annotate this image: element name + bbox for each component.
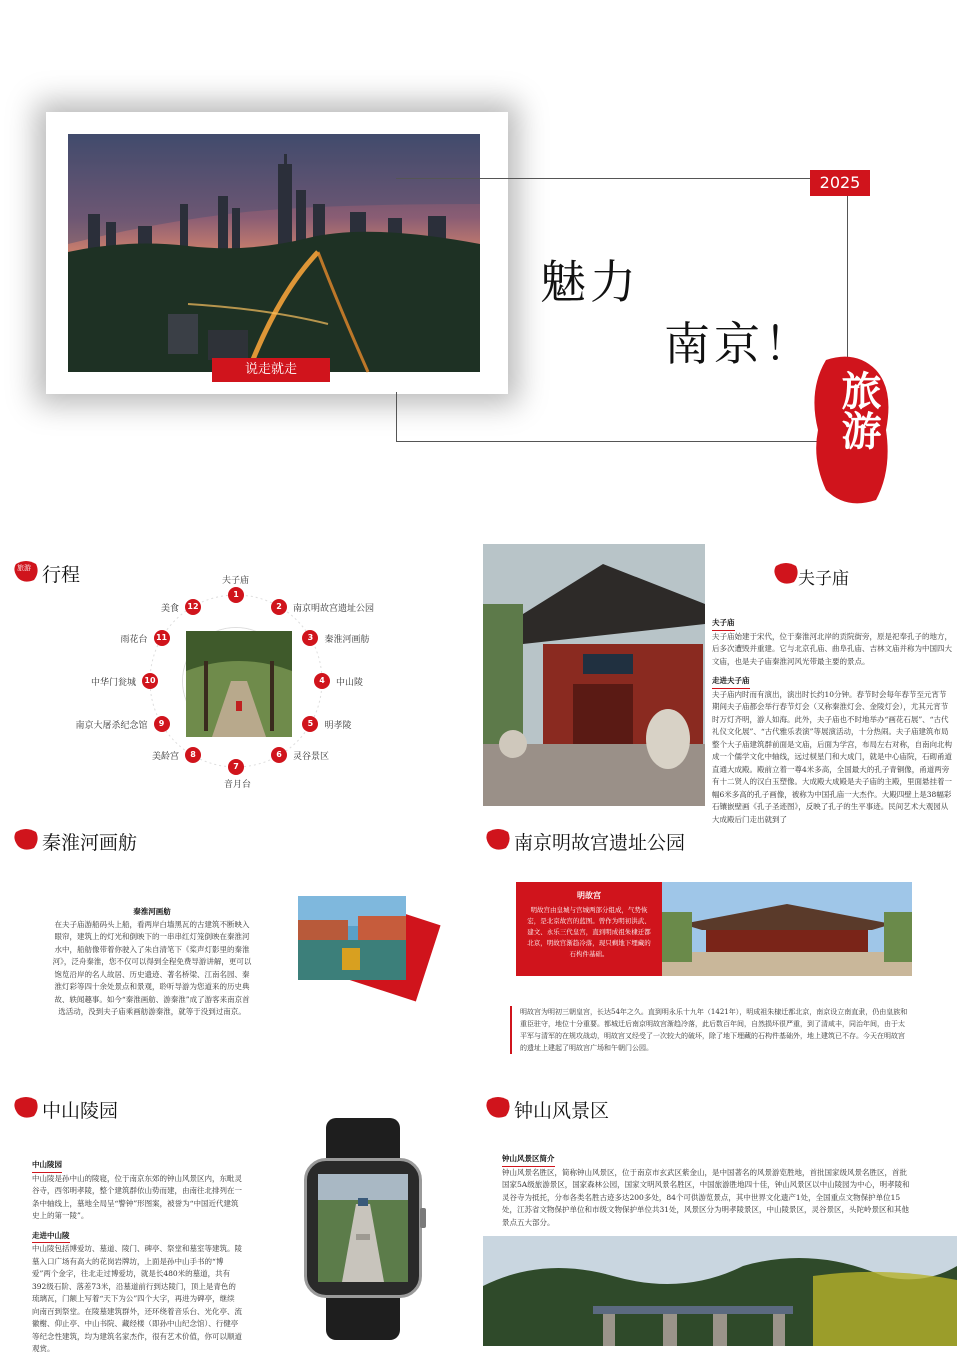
zhongshanling-p2: 中山陵包括博爱坊、墓道、陵门、碑亭、祭堂和墓室等建筑。陵墓入口广场有高大的花岗岩牌坊，上面是孙中山手书的“博爱”两个金字，往北走过博爱坊，就是长480米的墓道，共有392级石阶、落差73米，沿墓道前行到达陵门，顶上是青色的琉璃瓦，门额上写着“天下为公”四个大字，再进为碑亭，继续向南百到祭堂。在陵墓建筑群外，还环绕着音乐台、光化亭、流徽榭、仰止亭、中山书院、藏经楼（即孙中山纪念馆）、行健亭等纪念性建筑，均为建筑名家杰作，很有艺术价值，你可以顺道观赏。 <box>32 1244 242 1353</box>
qinhuai-text <box>52 906 252 1019</box>
zhongshan-scenic-photo <box>483 1236 957 1346</box>
itinerary-item-label[interactable]: 秦淮河画舫 <box>324 635 370 645</box>
itinerary-number: 5 <box>302 716 318 732</box>
mingpalace-p: 明故宫为明初三朝皇宫，长达54年之久。直到明永乐十九年（1421年），明成祖朱棣迁都北京，南京设立南直隶，仍由皇族和重臣驻守，地位十分重要。都城迁后南京明故宫渐趋冷落，此后数百年间，自然损坏很严重，到了清咸丰，同治年间，由于太平军与清军的在规攻战动，明故宫又经受了一次较大的破坏，除了地下埋藏的石构件基础外，地上建筑已不存。今天在明故宫的遗址上建起了明故宫广场和午朝门公园。 <box>520 1008 908 1052</box>
zhongshanling-title: 中山陵园 <box>42 1100 119 1122</box>
fuzimiao-photo <box>483 544 705 806</box>
fuzimiao-slide <box>480 540 960 824</box>
itinerary-item-label[interactable]: 音月台 <box>224 780 252 790</box>
zhongshanling-text <box>32 1152 242 1356</box>
qinhuai-p: 在夫子庙游船码头上船，看两岸白墙黑瓦的古建筑不断映入眼帘，建筑上的灯光和倒映下的一串串红灯笼倒映在秦淮河水中，船舫像带着你驶入了朱自清笔下《桨声灯影里的秦淮河》，泛舟秦淮，您不仅可以得到全程免费导游讲解，更可以饱览沿岸的名人故居、历史遗迹、著名桥梁、江南名园、秦淮灯彩等四十余处景点和景观，聆听导游为您道来的历史典故、轶闻趣事。如今“秦淮画舫、游秦淮”成了游客来南京首选活动，没到夫子庙乘画舫游秦淮，就等于没到过南京。 <box>52 919 252 1016</box>
mingpalace-red-box <box>516 882 662 976</box>
zhongshan-scenic-title: 钟山风景区 <box>514 1100 610 1122</box>
itinerary-number: 6 <box>271 747 287 763</box>
stamp-text: 旅游 <box>17 564 31 572</box>
itinerary-item-label[interactable]: 中华门瓮城 <box>90 678 136 688</box>
fuzimiao-h1: 夫子庙 <box>712 617 735 631</box>
section-stamp <box>484 1094 512 1122</box>
itinerary-item-label[interactable]: 雨花台 <box>120 635 148 645</box>
itinerary-number: 1 <box>228 587 244 603</box>
cover-outline-left <box>396 392 397 442</box>
cover-outline-top <box>508 178 848 179</box>
itinerary-number: 2 <box>271 599 287 615</box>
cover-title-line2: 南京！ <box>664 317 814 371</box>
itinerary-number: 12 <box>185 599 201 615</box>
cover-slide <box>0 0 960 510</box>
zhongshanling-h1: 中山陵园 <box>32 1159 62 1173</box>
qinhuai-photo <box>298 896 406 980</box>
itinerary-number: 11 <box>154 630 170 646</box>
qinhuai-slide <box>0 810 480 1070</box>
section-stamp <box>484 826 512 854</box>
itinerary-number: 10 <box>142 673 158 689</box>
section-stamp <box>12 1094 40 1122</box>
cover-badge: 说走就走 <box>212 358 330 382</box>
zhongshan-scenic-slide <box>480 1080 960 1352</box>
section-stamp <box>12 558 38 582</box>
zhongshanling-p1: 中山陵是孙中山的陵寝，位于南京东郊的钟山风景区内，东毗灵谷寺，西邻明孝陵，整个建筑群依山势而建，由南往北排列在一条中轴线上，墓地全局呈“警钟”形图案，被誉为“中国近代建筑史上的第一陵”。 <box>32 1173 242 1220</box>
zhongshan-scenic-text <box>502 1146 912 1229</box>
section-stamp <box>772 560 800 588</box>
zhongshanling-slide <box>0 1080 480 1352</box>
qinhuai-h: 秦淮河画舫 <box>133 907 171 916</box>
zhongshan-scenic-p: 钟山风景名胜区，简称钟山风景区，位于南京市玄武区紫金山，是中国著名的风景游览胜地，首批国家级风景名胜区，首批国家5A级旅游景区，国家森林公园，国家文明风景名胜区，中国旅游胜地四十佳，钟山风景区以中山陵园为中心，明孝陵和灵谷寺为抵托，分布各类名胜古迹多达200多处，84个可供游览景点，其中世界文化遗产1处，全国重点文物保护单位15处，江苏省文物保护单位和市级文物保护单位共31处，风景区分为明孝陵景区，中山陵景区，灵谷景区，头陀岭景区和其他景点五大部分。 <box>502 1167 910 1227</box>
itinerary-item-label[interactable]: 明孝陵 <box>324 721 352 731</box>
mingpalace-photo <box>662 882 912 976</box>
year-badge: 2025 <box>810 170 870 196</box>
itinerary-item-label[interactable]: 中山陵 <box>336 678 364 688</box>
mingpalace-slide <box>480 810 960 1070</box>
qinhuai-title: 秦淮河画舫 <box>42 832 138 854</box>
seal-text: 旅游 <box>835 370 881 450</box>
zhongshan-scenic-h: 钟山风景区简介 <box>502 1153 555 1167</box>
itinerary-number: 8 <box>185 747 201 763</box>
itinerary-item-label[interactable]: 南京大屠杀纪念馆 <box>75 721 148 731</box>
itinerary-number: 9 <box>154 716 170 732</box>
itinerary-item-label[interactable]: 灵谷景区 <box>293 752 330 763</box>
fuzimiao-p2: 夫子庙内时而有演出，演出时长约10分钟。春节时会每年春节至元宵节期间夫子庙都会举行春节灯会（又称秦淮灯会、金陵灯会），尤其元宵节时万灯齐明，游人如海。此外，夫子庙也不时地举办“画花石展”、“古代礼仪文化展”、“古代雅乐表演”等展演活动，十分热闹。夫子庙建筑布局整个大子庙建筑群前面是文庙，后面为学宫，布局左右对称，自南向北构成一个儒学文化中轴线，远过棂星门和大成门，就是中心庙院，石砌甬道直通大成殿。殿前立着一尊4米多高，全国最大的孔子青铜像，甬道两旁有十二贤人的汉白玉塑像。大成殿大成殿是夫子庙的主殿，里面悬挂着一幅6米多高的孔子画像，被称为中国孔庙一大杰作。大殿四壁上是38幅彩石镶嵌壁画《孔子圣迹图》，反映了孔子的生平事迹。民间艺术大观园从大成殿后门走出就到了 <box>712 689 952 824</box>
itinerary-number: 4 <box>314 673 330 689</box>
fuzimiao-text <box>712 610 952 824</box>
cover-title-line1: 魅力 <box>540 255 640 309</box>
fuzimiao-p1: 夫子庙始建于宋代，位于秦淮河北岸的贡院街旁，原是祀奉孔子的地方，后多次遭毁并重建。它与北京孔庙、曲阜孔庙、吉林文庙并称为中国四大文庙，也是夫子庙秦淮河风光带最主要的景点。 <box>712 631 952 666</box>
itinerary-title: 行程 <box>42 564 81 586</box>
mingpalace-box-p: 明故宫由皇城与宫城两部分组成，气势恢宏，是北京故宫的蓝图。曾作为明初洪武、建文、永乐三代皇宫，直到明成祖朱棣迁都北京，明故宫渐趋冷落，现只剩地下埋藏的石构件基础。 <box>527 906 651 958</box>
itinerary-number: 3 <box>302 630 318 646</box>
itinerary-item-label[interactable]: 夫子庙 <box>222 576 250 586</box>
smartwatch-mockup <box>300 1118 426 1340</box>
zhongshanling-h2: 走进中山陵 <box>32 1230 70 1244</box>
itinerary-slide <box>0 540 480 800</box>
smartwatch-screen-photo <box>318 1174 408 1282</box>
mingpalace-text <box>510 1006 910 1054</box>
fuzimiao-title: 夫子庙 <box>798 569 849 589</box>
itinerary-item-label[interactable]: 美龄宫 <box>151 752 179 763</box>
itinerary-item-label[interactable]: 美食 <box>160 603 179 614</box>
itinerary-item-label[interactable]: 南京明故宫遗址公园 <box>293 603 375 614</box>
mingpalace-box-h: 明故宫 <box>577 891 601 900</box>
itinerary-number: 7 <box>228 759 244 775</box>
mingpalace-title: 南京明故宫遗址公园 <box>514 832 686 854</box>
section-stamp <box>12 826 40 854</box>
travel-seal <box>806 350 894 508</box>
fuzimiao-h2: 走进夫子庙 <box>712 675 750 689</box>
